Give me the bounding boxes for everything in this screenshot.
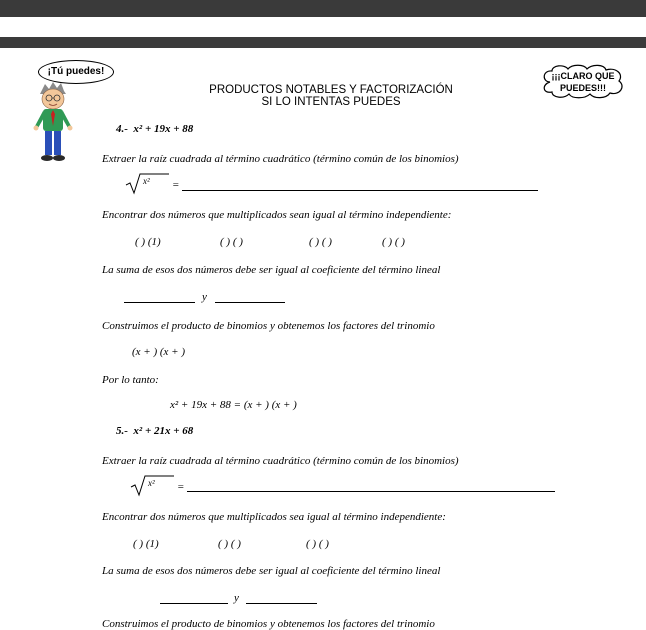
problem-5-expression: x² + 21x + 68: [133, 425, 194, 437]
p5-pair-1: ( ) (1): [133, 538, 159, 550]
p5-step1-text: Extraer la raíz cuadrada al término cuadrático (término común de los binomios): [102, 455, 459, 467]
speech-bubble-left: ¡Tú puedes!: [38, 60, 114, 84]
p4-pair-1: ( ) (1): [135, 236, 161, 248]
p4-step3-text: La suma de esos dos números debe ser igual al coeficiente del término lineal: [102, 264, 441, 276]
problem-5-heading: [116, 425, 193, 437]
p4-step2-text: Encontrar dos números que multiplicados sean igual al término independiente:: [102, 209, 452, 221]
problem-5-number: 5.-: [116, 425, 128, 437]
p5-number-b-line[interactable]: [246, 603, 317, 604]
p4-sqrt-content: x²: [143, 176, 150, 186]
p5-step4-text: Construimos el producto de binomios y obtenemos los factores del trinomio: [102, 618, 435, 630]
p5-answer-line[interactable]: [187, 491, 555, 492]
p4-binomial: (x + ) (x + ): [132, 346, 186, 358]
p5-equals: =: [177, 481, 185, 493]
p4-pair-2: ( ) ( ): [220, 236, 243, 248]
p5-step3-text: La suma de esos dos números debe ser igual al coeficiente del término lineal: [102, 565, 441, 577]
problem-4-number: 4.-: [116, 123, 128, 135]
p5-number-a-line[interactable]: [160, 603, 228, 604]
p4-step1-text: Extraer la raíz cuadrada al término cuadrático (término común de los binomios): [102, 153, 459, 165]
p4-therefore: Por lo tanto:: [102, 374, 159, 386]
p4-final-eq: x² + 19x + 88 = (x + ) (x + ): [170, 399, 297, 411]
p4-answer-line[interactable]: [182, 190, 538, 191]
p5-y: y: [234, 592, 239, 604]
speech-bubble-right: [540, 64, 626, 100]
page-title: PRODUCTOS NOTABLES Y FACTORIZACIÓN: [209, 84, 453, 96]
p4-pair-4: ( ) ( ): [382, 236, 405, 248]
p4-number-b-line[interactable]: [215, 302, 285, 303]
problem-4-heading: [116, 123, 193, 135]
p5-sqrt-content: x²: [148, 478, 155, 488]
bubble-right-line2: PUEDES!!!: [559, 83, 606, 93]
cartoon-student-icon: [28, 82, 78, 167]
p4-step4-text: Construimos el producto de binomios y obtenemos los factores del trinomio: [102, 320, 435, 332]
p4-y: y: [202, 291, 207, 303]
top-toolbar: [0, 0, 646, 17]
p5-pair-2: ( ) ( ): [218, 538, 241, 550]
header-band: [0, 37, 646, 48]
p5-pair-3: ( ) ( ): [306, 538, 329, 550]
page-subtitle: SI LO INTENTAS PUEDES: [261, 96, 401, 108]
bubble-right-line1: ¡¡¡CLARO QUE: [551, 71, 615, 81]
p5-step2-text: Encontrar dos números que multiplicados sea igual al término independiente:: [102, 511, 446, 523]
p4-equals: =: [172, 179, 180, 191]
problem-4-expression: x² + 19x + 88: [133, 123, 194, 135]
p4-number-a-line[interactable]: [124, 302, 195, 303]
toolbar-gap: [0, 17, 646, 35]
p4-pair-3: ( ) ( ): [309, 236, 332, 248]
